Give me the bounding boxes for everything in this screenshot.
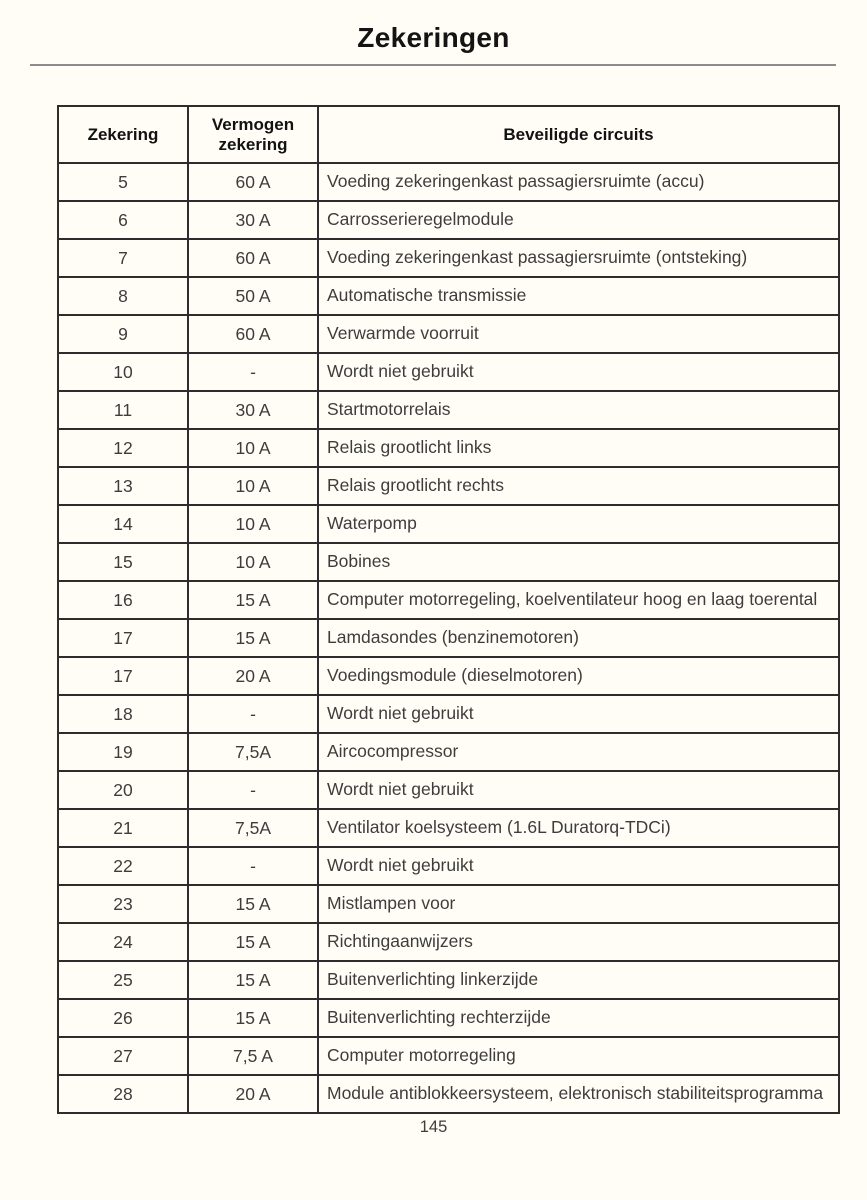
fuse-number-cell: 8 — [58, 277, 188, 315]
fuse-rating-cell: - — [188, 847, 318, 885]
protected-circuit-cell: Voeding zekeringenkast passagiersruimte (accu) — [318, 163, 839, 201]
protected-circuit-cell: Wordt niet gebruikt — [318, 695, 839, 733]
protected-circuit-cell: Wordt niet gebruikt — [318, 771, 839, 809]
fuse-rating-cell: 15 A — [188, 999, 318, 1037]
fuse-number-cell: 26 — [58, 999, 188, 1037]
table-row — [58, 505, 839, 543]
table-row — [58, 353, 839, 391]
fuse-rating-cell: 10 A — [188, 543, 318, 581]
table-row — [58, 239, 839, 277]
fuse-number-cell: 16 — [58, 581, 188, 619]
fuse-number-cell: 11 — [58, 391, 188, 429]
table-row — [58, 391, 839, 429]
table-row — [58, 163, 839, 201]
protected-circuit-cell: Computer motorregeling — [318, 1037, 839, 1075]
fuse-rating-cell: 7,5 A — [188, 1037, 318, 1075]
fuse-rating-cell: 15 A — [188, 961, 318, 999]
table-row — [58, 695, 839, 733]
fuse-number-cell: 5 — [58, 163, 188, 201]
header-zekering: Zekering — [58, 106, 188, 163]
fuse-number-cell: 18 — [58, 695, 188, 733]
fuse-number-cell: 17 — [58, 619, 188, 657]
fuse-number-cell: 21 — [58, 809, 188, 847]
fuse-rating-cell: - — [188, 695, 318, 733]
fuse-rating-cell: 15 A — [188, 581, 318, 619]
fuse-rating-cell: 20 A — [188, 657, 318, 695]
fuse-rating-cell: 7,5A — [188, 809, 318, 847]
fuse-rating-cell: 15 A — [188, 923, 318, 961]
table-row — [58, 1075, 839, 1113]
fuse-rating-cell: 30 A — [188, 391, 318, 429]
fuse-number-cell: 25 — [58, 961, 188, 999]
fuse-number-cell: 7 — [58, 239, 188, 277]
protected-circuit-cell: Relais grootlicht rechts — [318, 467, 839, 505]
fuse-number-cell: 28 — [58, 1075, 188, 1113]
protected-circuit-cell: Relais grootlicht links — [318, 429, 839, 467]
fuse-table-body — [58, 163, 839, 1113]
header-beveiligde-circuits: Beveiligde circuits — [318, 106, 839, 163]
table-row — [58, 885, 839, 923]
fuse-number-cell: 6 — [58, 201, 188, 239]
table-row — [58, 809, 839, 847]
fuse-rating-cell: 10 A — [188, 467, 318, 505]
fuse-table-header — [58, 106, 839, 163]
header-vermogen-zekering: Vermogen zekering — [188, 106, 318, 163]
fuse-number-cell: 17 — [58, 657, 188, 695]
page-number: 145 — [419, 1118, 448, 1136]
fuse-number-cell: 24 — [58, 923, 188, 961]
fuse-number-cell: 19 — [58, 733, 188, 771]
table-row — [58, 619, 839, 657]
table-row — [58, 733, 839, 771]
protected-circuit-cell: Ventilator koelsysteem (1.6L Duratorq-TDCi) — [318, 809, 839, 847]
protected-circuit-cell: Waterpomp — [318, 505, 839, 543]
table-row — [58, 847, 839, 885]
fuse-rating-cell: 60 A — [188, 239, 318, 277]
protected-circuit-cell: Buitenverlichting rechterzijde — [318, 999, 839, 1037]
fuse-number-cell: 22 — [58, 847, 188, 885]
table-row — [58, 999, 839, 1037]
fuse-rating-cell: 50 A — [188, 277, 318, 315]
protected-circuit-cell: Voeding zekeringenkast passagiersruimte (ontsteking) — [318, 239, 839, 277]
fuse-number-cell: 23 — [58, 885, 188, 923]
fuse-rating-cell: 15 A — [188, 885, 318, 923]
protected-circuit-cell: Module antiblokkeersysteem, elektronisch stabiliteitsprogramma — [318, 1075, 839, 1113]
table-row — [58, 543, 839, 581]
protected-circuit-cell: Aircocompressor — [318, 733, 839, 771]
fuse-rating-cell: - — [188, 771, 318, 809]
protected-circuit-cell: Voedingsmodule (dieselmotoren) — [318, 657, 839, 695]
table-row — [58, 467, 839, 505]
protected-circuit-cell: Mistlampen voor — [318, 885, 839, 923]
table-row — [58, 1037, 839, 1075]
table-row — [58, 277, 839, 315]
fuse-number-cell: 27 — [58, 1037, 188, 1075]
fuse-number-cell: 10 — [58, 353, 188, 391]
protected-circuit-cell: Buitenverlichting linkerzijde — [318, 961, 839, 999]
fuse-number-cell: 20 — [58, 771, 188, 809]
header-row — [58, 106, 839, 163]
fuse-rating-cell: 20 A — [188, 1075, 318, 1113]
fuse-rating-cell: 15 A — [188, 619, 318, 657]
fuse-number-cell: 13 — [58, 467, 188, 505]
fuse-rating-cell: 10 A — [188, 505, 318, 543]
protected-circuit-cell: Richtingaanwijzers — [318, 923, 839, 961]
fuse-rating-cell: 60 A — [188, 315, 318, 353]
fuse-number-cell: 15 — [58, 543, 188, 581]
protected-circuit-cell: Automatische transmissie — [318, 277, 839, 315]
fuse-rating-cell: 7,5A — [188, 733, 318, 771]
fuse-rating-cell: 60 A — [188, 163, 318, 201]
fuse-number-cell: 12 — [58, 429, 188, 467]
table-row — [58, 429, 839, 467]
protected-circuit-cell: Wordt niet gebruikt — [318, 847, 839, 885]
title-divider — [30, 64, 836, 66]
protected-circuit-cell: Wordt niet gebruikt — [318, 353, 839, 391]
table-row — [58, 315, 839, 353]
table-row — [58, 961, 839, 999]
fuse-rating-cell: - — [188, 353, 318, 391]
protected-circuit-cell: Computer motorregeling, koelventilateur hoog en laag toerental — [318, 581, 839, 619]
fuse-number-cell: 14 — [58, 505, 188, 543]
protected-circuit-cell: Verwarmde voorruit — [318, 315, 839, 353]
table-row — [58, 923, 839, 961]
table-row — [58, 201, 839, 239]
fuse-table — [57, 105, 840, 1114]
table-row — [58, 581, 839, 619]
protected-circuit-cell: Startmotorrelais — [318, 391, 839, 429]
protected-circuit-cell: Lamdasondes (benzinemotoren) — [318, 619, 839, 657]
fuse-rating-cell: 30 A — [188, 201, 318, 239]
table-row — [58, 657, 839, 695]
protected-circuit-cell: Bobines — [318, 543, 839, 581]
page-title: Zekeringen — [357, 22, 510, 53]
table-row — [58, 771, 839, 809]
protected-circuit-cell: Carrosserieregelmodule — [318, 201, 839, 239]
fuse-rating-cell: 10 A — [188, 429, 318, 467]
fuse-number-cell: 9 — [58, 315, 188, 353]
